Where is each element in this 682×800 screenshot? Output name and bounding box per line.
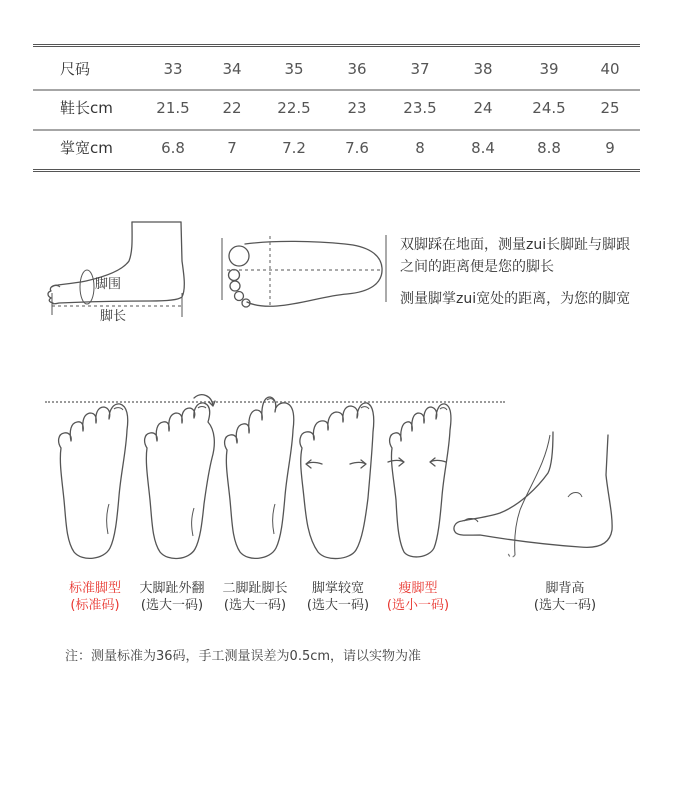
shoe-length-cell: 24 bbox=[473, 99, 493, 117]
ball-width-cell: 6.8 bbox=[161, 139, 185, 157]
foot-type-high-instep bbox=[510, 580, 620, 614]
ball-width-cell: 8.8 bbox=[537, 139, 561, 157]
size-cell: 33 bbox=[163, 60, 183, 78]
shoe-length-cell: 23.5 bbox=[403, 99, 437, 117]
foot-type-advice: (选小一码) bbox=[386, 598, 450, 613]
size-row-label: 尺码 bbox=[60, 60, 91, 78]
inward-arrow-icon bbox=[388, 458, 404, 466]
length-label: 脚长 bbox=[100, 309, 127, 324]
ball-width-row-label: 掌宽cm bbox=[60, 139, 113, 157]
outward-arrow-icon bbox=[350, 460, 366, 468]
outward-arrow-icon bbox=[306, 460, 322, 468]
instruction-line: 之间的距离便是您的脚长 bbox=[400, 259, 554, 275]
girth-label: 脚围 bbox=[95, 277, 122, 292]
toe bbox=[229, 270, 240, 281]
ball-width-cell: 8 bbox=[415, 139, 425, 157]
top-foot-outline bbox=[245, 241, 382, 306]
girth-loop bbox=[80, 270, 94, 304]
long-second-toe-foot-icon bbox=[216, 392, 296, 560]
measurement-note: 注：测量标准为36码，手工测量误差为0.5cm，请以实物为准 bbox=[65, 649, 422, 664]
foot-type-name: 标准脚型 bbox=[68, 581, 121, 596]
shoe-length-cell: 22 bbox=[222, 99, 242, 117]
shoe-length-cell: 25 bbox=[600, 99, 620, 117]
high-instep-foot-icon bbox=[450, 425, 615, 565]
ankle-bone bbox=[568, 493, 582, 498]
table-bottom-rule bbox=[33, 169, 640, 172]
ball-width-cell: 7.2 bbox=[282, 139, 306, 157]
table-row-divider bbox=[33, 129, 640, 131]
instruction-line: 双脚踩在地面，测量zui长脚趾与脚跟 bbox=[400, 237, 631, 253]
bunion-foot-icon bbox=[136, 392, 216, 560]
table-row-divider bbox=[33, 89, 640, 91]
foot-type-advice: (选大一码) bbox=[140, 598, 204, 613]
ball-width-cell: 8.4 bbox=[471, 139, 495, 157]
size-cell: 39 bbox=[539, 60, 559, 78]
foot-type-name: 大脚趾外翻 bbox=[139, 581, 205, 596]
foot-type-advice: (选大一码) bbox=[223, 598, 287, 613]
size-table bbox=[33, 44, 640, 174]
table-top-rule bbox=[33, 44, 640, 47]
toe bbox=[235, 292, 244, 301]
foot-type-name: 脚掌较宽 bbox=[311, 581, 364, 596]
rotate-arrow-icon bbox=[194, 395, 215, 406]
shoe-length-cell: 21.5 bbox=[156, 99, 190, 117]
standard-foot-icon bbox=[50, 392, 130, 560]
size-cell: 35 bbox=[284, 60, 304, 78]
foot-type-advice: (选大一码) bbox=[306, 598, 370, 613]
wide-foot-icon bbox=[296, 392, 376, 560]
foot-type-advice: (标准码) bbox=[70, 598, 120, 613]
size-cell: 34 bbox=[222, 60, 242, 78]
ball-width-cell: 9 bbox=[605, 139, 615, 157]
shoe-length-cell: 24.5 bbox=[532, 99, 566, 117]
shoe-length-cell: 22.5 bbox=[277, 99, 311, 117]
shoe-length-cell: 23 bbox=[347, 99, 367, 117]
narrow-foot-icon bbox=[376, 392, 456, 560]
foot-type-name: 二脚趾脚长 bbox=[222, 581, 288, 596]
foot-type-name: 脚背高 bbox=[545, 581, 585, 596]
foot-type-narrow bbox=[363, 580, 473, 614]
shoe-length-row-label: 鞋长cm bbox=[60, 99, 113, 117]
ball-width-cell: 7.6 bbox=[345, 139, 369, 157]
foot-type-advice: (选大一码) bbox=[533, 598, 597, 613]
toenail-mark bbox=[52, 286, 60, 288]
instep-girth-loop bbox=[515, 435, 550, 555]
toe bbox=[230, 281, 240, 291]
inward-arrow-icon bbox=[430, 458, 446, 466]
size-cell: 40 bbox=[600, 60, 620, 78]
foot-type-name: 瘦脚型 bbox=[398, 581, 438, 596]
top-foot-illustration bbox=[215, 230, 395, 315]
size-cell: 36 bbox=[347, 60, 367, 78]
size-cell: 38 bbox=[473, 60, 493, 78]
instruction-line: 测量脚掌zui宽处的距离，为您的脚宽 bbox=[400, 291, 631, 307]
big-toe bbox=[229, 246, 249, 266]
ball-width-cell: 7 bbox=[227, 139, 237, 157]
size-cell: 37 bbox=[410, 60, 430, 78]
